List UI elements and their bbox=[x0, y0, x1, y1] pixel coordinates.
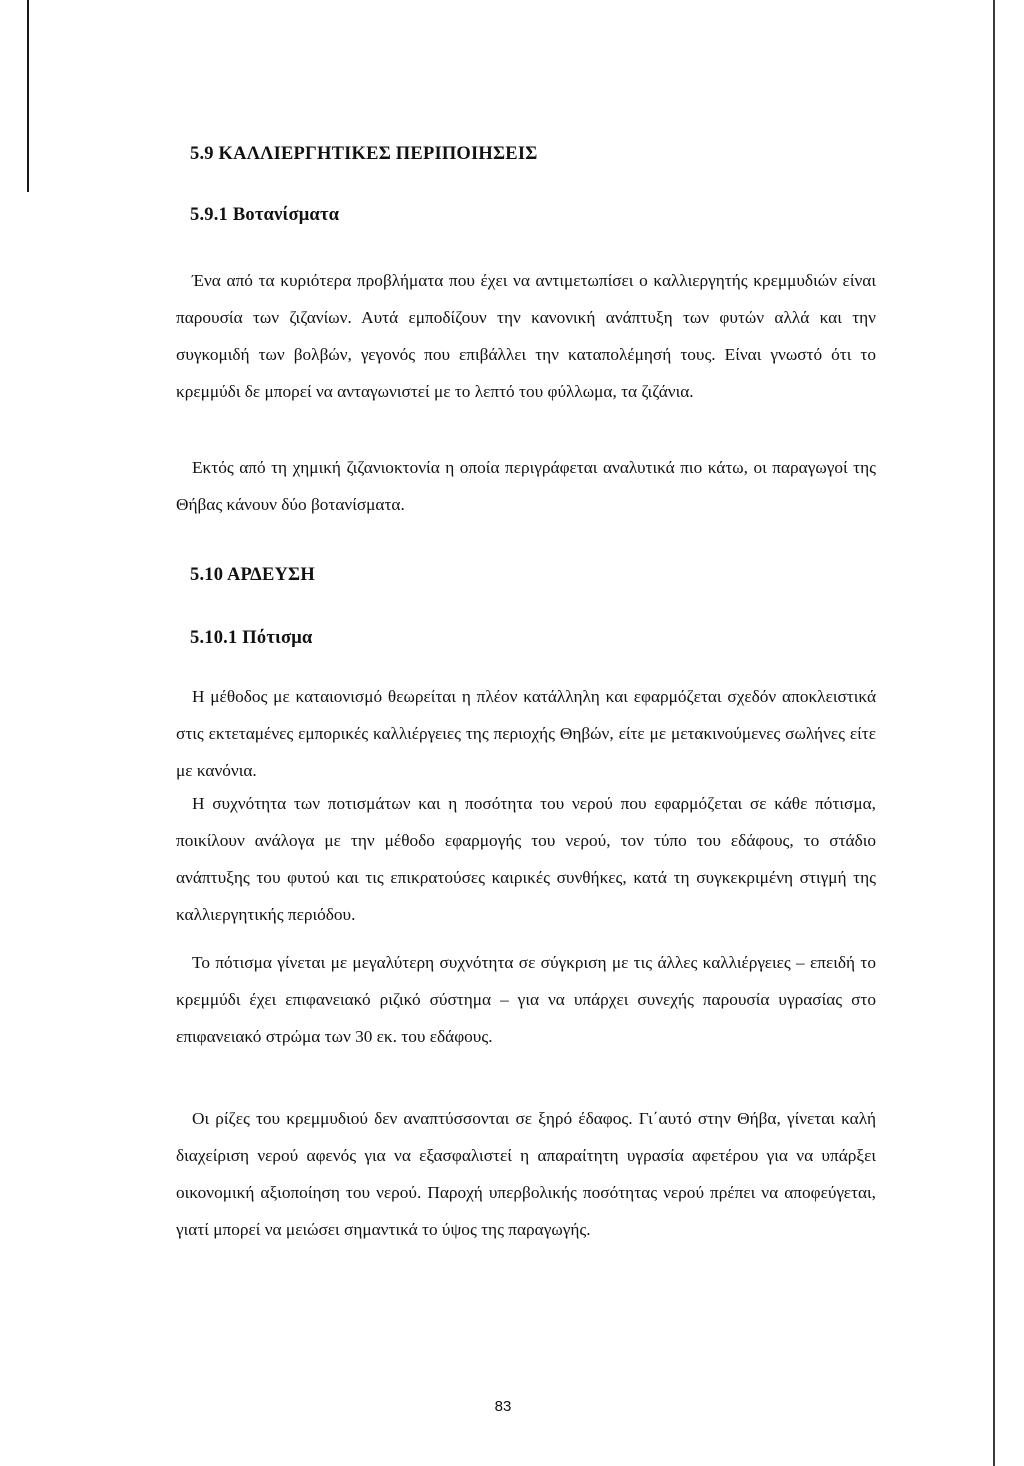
scan-edge-right bbox=[993, 0, 995, 1466]
section-heading: 5.9 ΚΑΛΛΙΕΡΓΗΤΙΚΕΣ ΠΕΡΙΠΟΙΗΣΕΙΣ bbox=[190, 144, 538, 164]
body-paragraph: Η συχνότητα των ποτισμάτων και η ποσότητα του νερού που εφαρμόζεται σε κάθε πότισμα, ποικίλουν ανάλογα με την μέθοδο εφαρμογής του νερού, τον τύπο του εδάφους, το στάδιο ανάπτυξης του φυτού και τις επικρατούσες καιρικές συνθήκες, κατά τη συγκεκριμένη στιγμή της καλλιεργητικής περιόδου. bbox=[176, 794, 876, 924]
section-heading: 5.10 ΑΡΔΕΥΣΗ bbox=[190, 565, 315, 585]
subsection-heading: 5.10.1 Πότισμα bbox=[190, 628, 313, 648]
body-paragraph: Ένα από τα κυριότερα προβλήματα που έχει να αντιμετωπίσει ο καλλιεργητής κρεμμυδιών είναι παρουσία των ζιζανίων. Αυτά εμποδίζουν την κανονική ανάπτυξη των φυτών αλλά και την συγκομιδή των βολβών, γεγονός που επιβάλλει την καταπολέμησή τους. Είναι γνωστό ότι το κρεμμύδι δε μπορεί να ανταγωνιστεί με το λεπτό του φύλλωμα, τα ζιζάνια. bbox=[176, 271, 876, 401]
scan-edge-left bbox=[27, 0, 29, 192]
body-paragraph: Εκτός από τη χημική ζιζανιοκτονία η οποία περιγράφεται αναλυτικά πιο κάτω, οι παραγωγοί της Θήβας κάνουν δύο βοτανίσματα. bbox=[176, 458, 876, 514]
page-number: 83 bbox=[494, 1398, 512, 1415]
body-paragraph: Οι ρίζες του κρεμμυδιού δεν αναπτύσσονται σε ξηρό έδαφος. Γι΄αυτό στην Θήβα, γίνεται καλή διαχείριση νερού αφενός για να εξασφαλιστεί η απαραίτητη υγρασία αφετέρου για να υπάρξει οικονομική αξιοποίηση του νερού. Παροχή υπερβολικής ποσότητας νερού πρέπει να αποφεύγεται, γιατί μπορεί να μειώσει σημαντικά το ύψος της παραγωγής. bbox=[176, 1109, 876, 1239]
body-paragraph: Το πότισμα γίνεται με μεγαλύτερη συχνότητα σε σύγκριση με τις άλλες καλλιέργειες – επειδή το κρεμμύδι έχει επιφανειακό ριζικό σύστημα – για να υπάρχει συνεχής παρουσία υγρασίας στο επιφανειακό στρώμα των 30 εκ. του εδάφους. bbox=[176, 953, 876, 1046]
subsection-heading: 5.9.1 Βοτανίσματα bbox=[190, 205, 340, 225]
body-paragraph: Η μέθοδος με καταιονισμό θεωρείται η πλέον κατάλληλη και εφαρμόζεται σχεδόν αποκλειστικά στις εκτεταμένες εμπορικές καλλιέργειες της περιοχής Θηβών, είτε με μετακινούμενες σωλήνες είτε με κανόνια. bbox=[176, 687, 876, 780]
